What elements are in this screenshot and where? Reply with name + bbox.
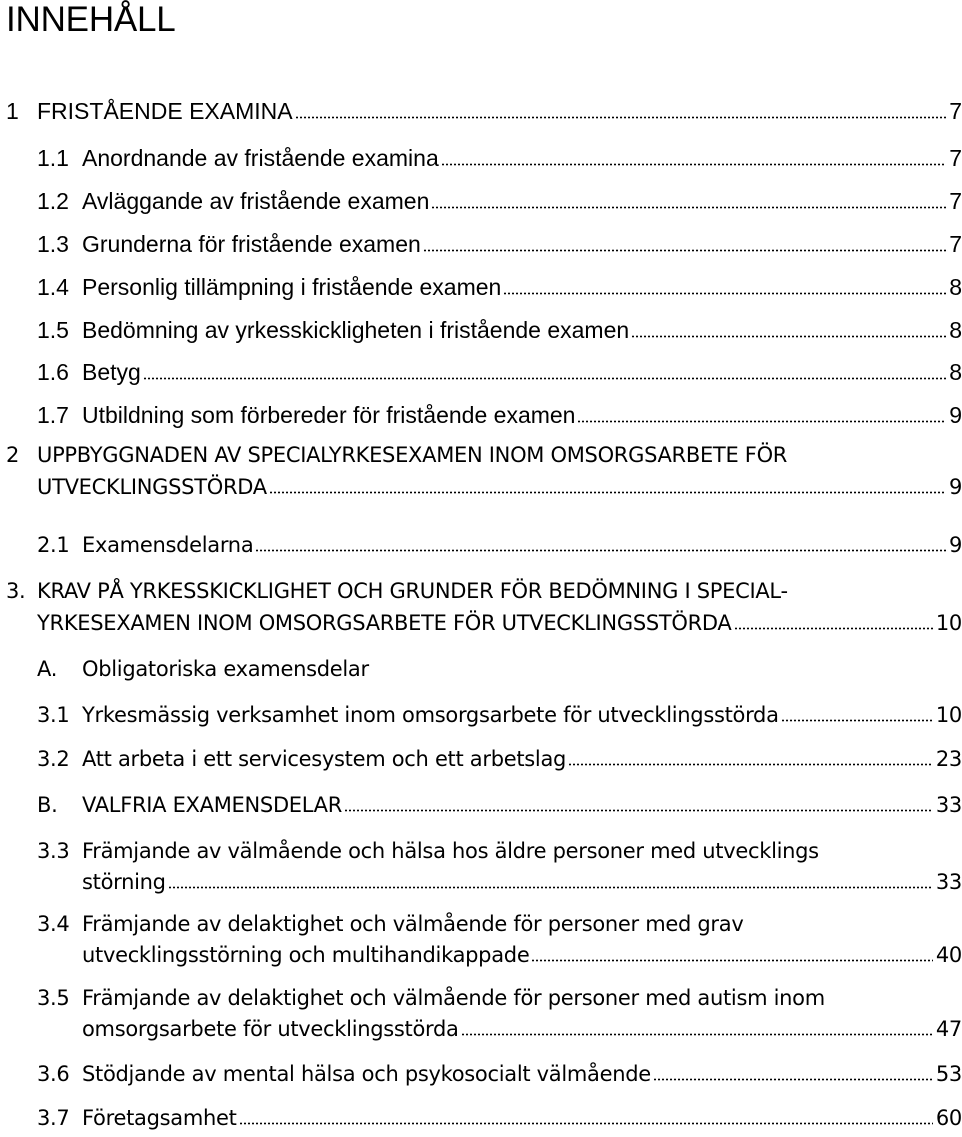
toc-label: Anordnande av fristående examina (82, 145, 439, 171)
toc-page: 7 (949, 188, 962, 214)
dot-leader (781, 705, 933, 722)
dot-leader (653, 1064, 933, 1081)
toc-number: 1.5 (37, 317, 69, 343)
toc-label-line2: YRKESEXAMEN INOM OMSORGSARBETE FÖR UTVECKLINGSSTÖRDA (37, 611, 732, 635)
toc-label: VALFRIA EXAMENSDELAR (82, 793, 343, 817)
toc-page: 8 (949, 274, 962, 300)
toc-label: Bedömning av yrkesskickligheten i fristående examen (82, 317, 630, 343)
toc-page: 7 (949, 145, 962, 171)
dot-leader (568, 749, 933, 766)
toc-label: FRISTÅENDE EXAMINA (37, 98, 293, 124)
toc-page: 53 (935, 1062, 962, 1086)
toc-number: 3.4 (37, 912, 70, 936)
toc-label: Obligatoriska examensdelar (82, 657, 369, 681)
toc-label-line2: utvecklingsstörning och multihandikappade (82, 943, 530, 967)
dot-leader (631, 320, 946, 338)
toc-number: 3.1 (37, 703, 70, 727)
dot-leader (423, 234, 946, 252)
toc-label: Stödjande av mental hälsa och psykosocialt välmående (82, 1062, 651, 1086)
toc-label-line1: KRAV PÅ YRKESSKICKLIGHET OCH GRUNDER FÖR BEDÖMNING I SPECIAL- (37, 579, 788, 603)
toc-number: B. (37, 793, 58, 817)
dot-leader (531, 945, 932, 962)
toc-number: 1 (6, 98, 19, 124)
toc-label-line1: Främjande av välmående och hälsa hos äldre personer med utvecklings (82, 839, 819, 863)
toc-page: 8 (949, 359, 962, 385)
toc-label-line2: störning (82, 870, 166, 894)
toc-page: 60 (935, 1106, 962, 1130)
toc-number: A. (37, 657, 58, 681)
toc-label-line1: Främjande av delaktighet och välmående för personer med autism inom (82, 986, 825, 1010)
dot-leader (168, 872, 933, 889)
toc-page: 23 (935, 747, 962, 771)
toc-number: 2 (6, 443, 20, 467)
toc-number: 3. (6, 579, 26, 603)
toc-page: 33 (935, 870, 962, 894)
toc-number: 1.4 (37, 274, 69, 300)
toc-number: 3.2 (37, 747, 70, 771)
toc-page: 10 (935, 611, 962, 635)
toc-label: Att arbeta i ett servicesystem och ett arbetslag (82, 747, 567, 771)
toc-label: Examensdelarna (82, 533, 254, 557)
toc-label-line1: UPPBYGGNADEN AV SPECIALYRKESEXAMEN INOM OMSORGSARBETE FÖR (37, 443, 788, 467)
toc-number: 2.1 (37, 533, 70, 557)
toc-page: 9 (948, 533, 962, 557)
toc-number: 1.2 (37, 188, 69, 214)
toc-page: 40 (935, 943, 962, 967)
dot-leader (239, 1108, 933, 1125)
toc-label: Avläggande av fristående examen (82, 188, 430, 214)
toc-number: 1.7 (37, 402, 69, 428)
dot-leader (503, 277, 946, 295)
toc-number: 3.6 (37, 1062, 70, 1086)
page-title: INNEHÅLL (6, 0, 176, 39)
toc-label: Företagsamhet (82, 1106, 237, 1130)
dot-leader (577, 405, 946, 423)
toc-page: 7 (949, 231, 962, 257)
dot-leader (295, 101, 947, 119)
toc-number: 3.5 (37, 986, 70, 1010)
dot-leader (269, 477, 946, 494)
toc-page: 7 (949, 98, 962, 124)
dot-leader (441, 148, 946, 166)
dot-leader (431, 191, 946, 209)
toc-number: 1.1 (37, 145, 69, 171)
dot-leader (734, 613, 933, 630)
toc-number: 3.7 (37, 1106, 70, 1130)
toc-label: Yrkesmässig verksamhet inom omsorgsarbete för utvecklingsstörda (82, 703, 779, 727)
toc-page: 47 (935, 1017, 962, 1041)
toc-page: 9 (948, 475, 962, 499)
toc-page: 10 (935, 703, 962, 727)
dot-leader (143, 362, 946, 380)
dot-leader (255, 535, 946, 552)
toc-number: 1.6 (37, 359, 69, 385)
toc-number: 1.3 (37, 231, 69, 257)
toc-page: 33 (935, 793, 962, 817)
toc-label-line2: omsorgsarbete för utvecklingsstörda (82, 1017, 459, 1041)
dot-leader (461, 1019, 933, 1036)
dot-leader (344, 795, 933, 812)
toc-page: 8 (949, 317, 962, 343)
toc-label-line2: UTVECKLINGSSTÖRDA (37, 475, 267, 499)
toc-label: Betyg (82, 359, 141, 385)
toc-label: Personlig tillämpning i fristående examen (82, 274, 502, 300)
toc-label: Grunderna för fristående examen (82, 231, 421, 257)
toc-label: Utbildning som förbereder för fristående examen (82, 402, 576, 428)
toc-label-line1: Främjande av delaktighet och välmående för personer med grav (82, 912, 744, 936)
toc-number: 3.3 (37, 839, 70, 863)
toc-page: 9 (949, 402, 962, 428)
